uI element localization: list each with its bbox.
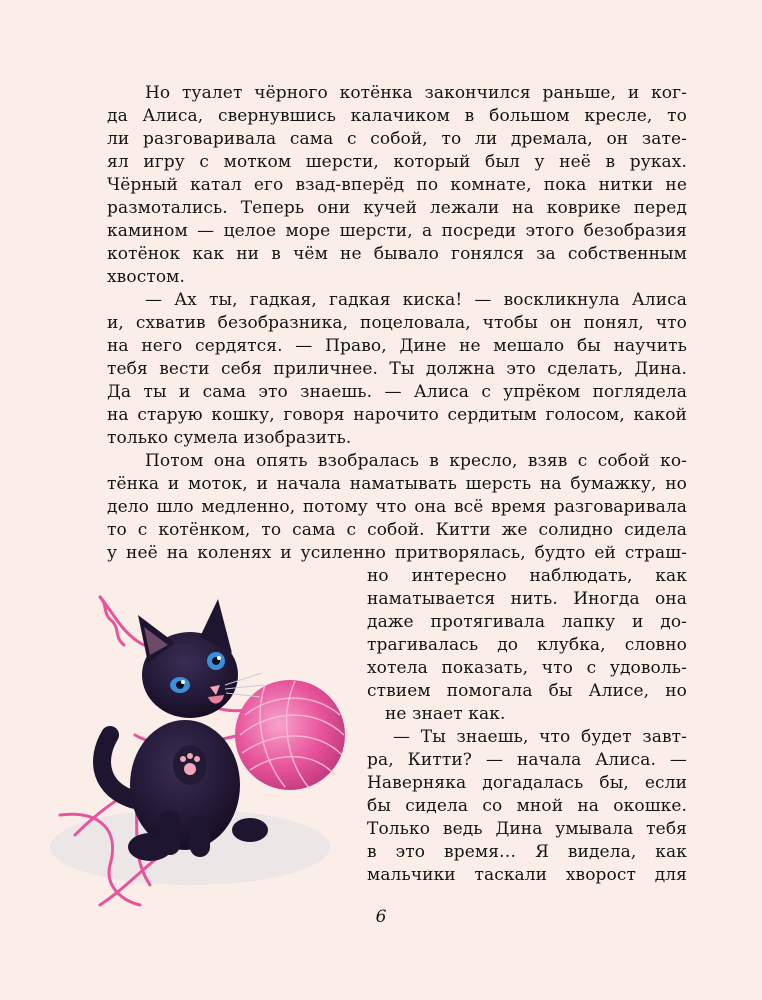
text-line: только сумела изобразить.: [107, 428, 352, 448]
text-line: мальчики таскали хворост для: [367, 865, 687, 885]
text-line: даже протягивала лапку и до-: [367, 612, 687, 632]
text-line: камином — целое море шерсти, а посреди этого безобразия: [107, 221, 687, 241]
text-line: на него сердятся. — Право, Дине не мешало бы научить: [107, 336, 687, 356]
text-line: ял игру с мотком шерсти, который был у неё в руках.: [107, 152, 687, 172]
text-line: Чёрный катал его взад-вперёд по комнате, пока нитки не: [107, 175, 687, 195]
text-line: Но туалет чёрного котёнка закончился раньше, и ког-: [145, 83, 687, 103]
text-line: — Ты знаешь, что будет завт-: [393, 727, 687, 747]
text-line: в это время… Я видела, как: [367, 842, 687, 862]
text-line: размотались. Теперь они кучей лежали на коврике перед: [107, 198, 687, 218]
text-line: трагивалась до клубка, словно: [367, 635, 687, 655]
text-line: Да ты и сама это знаешь. — Алиса с упрёком поглядела: [107, 382, 687, 402]
text-line: — Ах ты, гадкая, гадкая киска! — воскликнула Алиса: [145, 290, 687, 310]
text-line: ра, Китти? — начала Алиса. —: [367, 750, 687, 770]
text-line: и, схватив безобразника, поцеловала, чтобы он понял, что: [107, 313, 687, 333]
text-line: дело шло медленно, потому что она всё время разговаривала: [107, 497, 687, 517]
text-line: наматывается нить. Иногда она: [367, 589, 687, 609]
text-line: котёнок как ни в чём не бывало гонялся за собственным: [107, 244, 687, 264]
text-line: не знает как.: [385, 704, 506, 724]
text-line: бы сидела со мной на окошке.: [367, 796, 687, 816]
page-number: 6: [375, 907, 387, 927]
text-line: да Алиса, свернувшись калачиком в большом кресле, то: [107, 106, 687, 126]
text-line: тебя вести себя приличнее. Ты должна это сделать, Дина.: [107, 359, 687, 379]
kitten-with-yarn-illustration: [40, 585, 360, 925]
text-line: на старую кошку, говоря нарочито сердитым голосом, какой: [107, 405, 687, 425]
text-line: тёнка и моток, и начала наматывать шерсть на бумажку, но: [107, 474, 687, 494]
text-line: Наверняка догадалась бы, если: [367, 773, 687, 793]
text-line: но интересно наблюдать, как: [367, 566, 687, 586]
text-line: ствием помогала бы Алисе, но: [367, 681, 687, 701]
text-line: Только ведь Дина умывала тебя: [367, 819, 687, 839]
text-line: Потом она опять взобралась в кресло, взяв с собой ко-: [145, 451, 687, 471]
text-line: то с котёнком, то сама с собой. Китти же солидно сидела: [107, 520, 687, 540]
text-line: у неё на коленях и усиленно притворялась, будто ей страш-: [107, 543, 687, 563]
text-line: хвостом.: [107, 267, 185, 287]
text-line: ли разговаривала сама с собой, то ли дремала, он зате-: [107, 129, 687, 149]
text-line: хотела показать, что с удоволь-: [367, 658, 687, 678]
